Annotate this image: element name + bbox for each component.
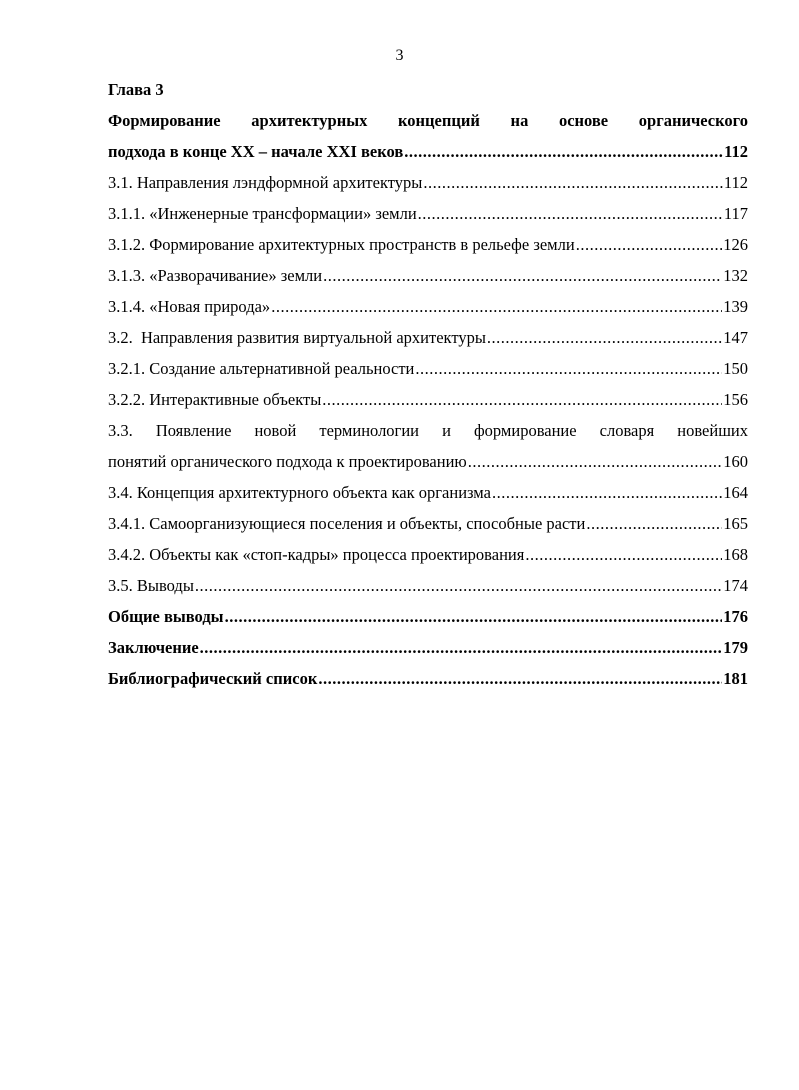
toc-entry-title: понятий органического подхода к проектированию (108, 452, 467, 471)
dot-leader (492, 477, 722, 508)
toc-entry-title: 3.5. Выводы (108, 576, 194, 595)
toc-entry-page: 176 (723, 607, 748, 626)
dot-leader (200, 632, 723, 663)
toc-entry[interactable] (108, 570, 748, 601)
toc-entry-title: 3.2.2. Интерактивные объекты (108, 390, 322, 409)
dot-leader (423, 167, 723, 198)
chapter-heading: Глава 3 (108, 80, 164, 99)
dot-leader (195, 570, 722, 601)
toc-entry[interactable] (108, 322, 748, 353)
toc-entry[interactable] (108, 508, 748, 539)
dot-leader (418, 198, 723, 229)
dot-leader (487, 322, 722, 353)
toc-entry-page: 132 (723, 266, 748, 285)
dot-leader (525, 539, 722, 570)
toc-entry-title: 3.4.2. Объекты как «стоп-кадры» процесса проектирования (108, 545, 525, 564)
toc-entry-title: 3.2. Направления развития виртуальной архитектуры (108, 328, 486, 347)
dot-leader (318, 663, 722, 694)
dot-leader (576, 229, 723, 260)
toc-entry-first-line: 3.3. Появление новой терминологии и формирование словаря новейших (108, 421, 748, 440)
toc-entry-page: 112 (724, 142, 748, 161)
toc-entry[interactable] (108, 291, 748, 322)
toc-entry-title: 3.4.1. Самоорганизующиеся поселения и объекты, способные расти (108, 514, 586, 533)
toc-entry-title: 3.1.3. «Разворачивание» земли (108, 266, 323, 285)
toc-entry-page: 179 (723, 638, 748, 657)
toc-entry[interactable] (108, 663, 748, 694)
toc-entry-page: 126 (723, 235, 748, 254)
toc-entry[interactable] (108, 167, 748, 198)
toc-entry-title: 3.2.1. Создание альтернативной реальности (108, 359, 415, 378)
toc-entry-title: Заключение (108, 638, 199, 657)
toc-entry-page: 139 (723, 297, 748, 316)
dot-leader (415, 353, 722, 384)
toc-entry-page: 168 (723, 545, 748, 564)
dot-leader (322, 384, 722, 415)
dot-leader (225, 601, 723, 632)
toc-entry-first-line: Формирование архитектурных концепций на основе органического (108, 111, 748, 130)
table-of-contents (108, 74, 748, 694)
toc-entry-page: 112 (723, 173, 748, 192)
toc-entry[interactable] (108, 446, 748, 477)
toc-entry-page: 160 (723, 452, 748, 471)
page-number: 3 (395, 47, 404, 64)
toc-entry[interactable] (108, 260, 748, 291)
toc-entry[interactable] (108, 384, 748, 415)
dot-leader (468, 446, 723, 477)
toc-entry-title: 3.1.1. «Инженерные трансформации» земли (108, 204, 417, 223)
toc-entry-page: 117 (723, 204, 748, 223)
toc-entry-page: 156 (723, 390, 748, 409)
toc-entry-page: 174 (723, 576, 748, 595)
toc-entry[interactable] (108, 136, 748, 167)
toc-entry-title: 3.1.2. Формирование архитектурных пространств в рельефе земли (108, 235, 575, 254)
toc-entry-title: 3.1.4. «Новая природа» (108, 297, 271, 316)
toc-entry-title: Общие выводы (108, 607, 224, 626)
dot-leader (323, 260, 722, 291)
toc-entry-page: 164 (723, 483, 748, 502)
toc-entry[interactable] (108, 601, 748, 632)
toc-entry-title: 3.4. Концепция архитектурного объекта как организма (108, 483, 491, 502)
toc-entry-page: 181 (723, 669, 748, 688)
toc-entry-title: подхода в конце XX – начале XXI веков (108, 142, 404, 161)
toc-entry[interactable] (108, 229, 748, 260)
toc-entry[interactable] (108, 198, 748, 229)
toc-entry-title: 3.1. Направления лэндформной архитектуры (108, 173, 423, 192)
toc-entry-page: 147 (723, 328, 748, 347)
toc-entry[interactable] (108, 632, 748, 663)
toc-entry-page: 165 (723, 514, 748, 533)
toc-entry[interactable] (108, 353, 748, 384)
toc-entry[interactable] (108, 539, 748, 570)
toc-entry-page: 150 (723, 359, 748, 378)
toc-entry-title: Библиографический список (108, 669, 318, 688)
dot-leader (404, 136, 723, 167)
dot-leader (271, 291, 722, 322)
dot-leader (586, 508, 722, 539)
toc-entry[interactable] (108, 477, 748, 508)
